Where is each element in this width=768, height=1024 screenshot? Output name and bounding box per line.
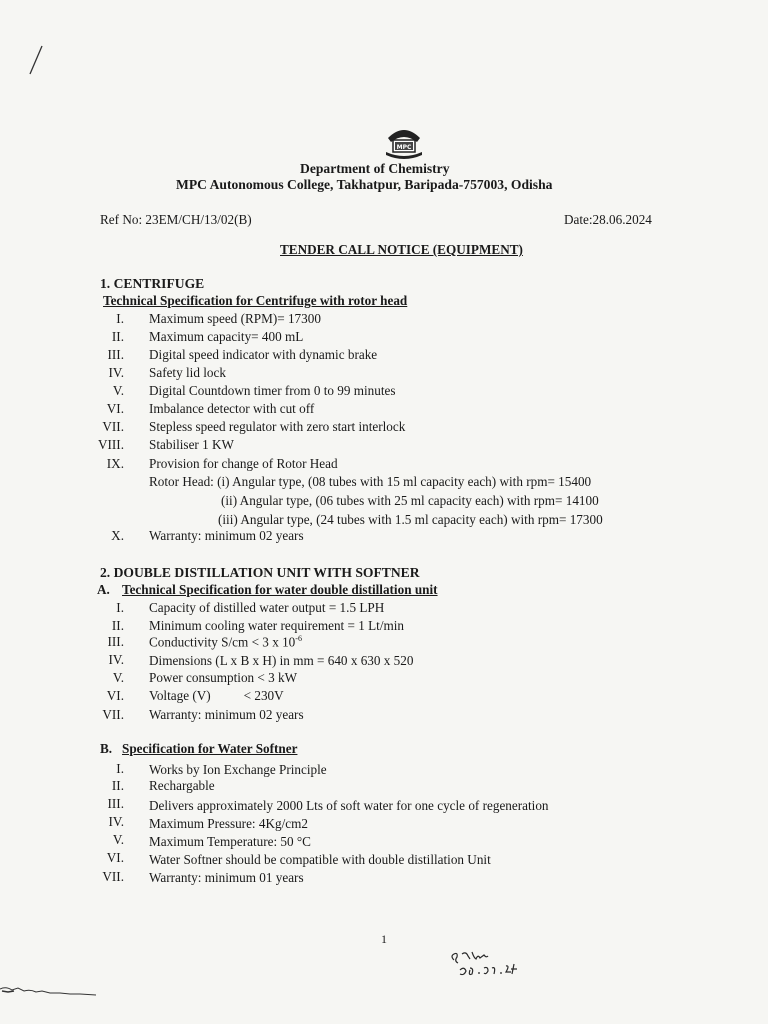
edge-scribble — [0, 984, 100, 998]
item-number: VI. — [106, 401, 124, 416]
svg-text:MPC: MPC — [396, 144, 412, 151]
item-number: V. — [112, 670, 124, 685]
item-text: Stepless speed regulator with zero start interlock — [149, 419, 406, 434]
section-1-title: 1. CENTRIFUGE — [100, 276, 205, 291]
item-number: II. — [111, 329, 124, 344]
item-number: I. — [116, 761, 124, 776]
item-text: Minimum cooling water requirement = 1 Lt/min — [149, 618, 405, 633]
item-text: Works by Ion Exchange Principle — [149, 762, 327, 777]
item-number: III. — [107, 347, 124, 362]
item-text: Warranty: minimum 02 years — [149, 707, 304, 722]
notice-title: TENDER CALL NOTICE (EQUIPMENT) — [280, 242, 523, 257]
college-address: MPC Autonomous College, Takhatpur, Baripada-757003, Odisha — [176, 177, 553, 192]
college-logo — [384, 124, 424, 158]
page-number: 1 — [381, 932, 387, 946]
item-text: Warranty: minimum 02 years — [149, 528, 304, 543]
reference-number: Ref No: 23EM/CH/13/02(B) — [100, 212, 252, 227]
item-text: Water Softner should be compatible with double distillation Unit — [149, 852, 491, 867]
item-number: IV. — [108, 814, 124, 829]
item-text: Imbalance detector with cut off — [149, 401, 315, 416]
item-number: IX. — [106, 456, 124, 471]
item-text — [149, 634, 302, 650]
item-number: III. — [107, 634, 124, 649]
item-text: Stabiliser 1 KW — [149, 437, 234, 452]
part-a-label: A. — [97, 582, 110, 597]
item-text: Safety lid lock — [149, 365, 226, 380]
section-1-subtitle: Technical Specification for Centrifuge with rotor head — [103, 293, 408, 308]
item-number: VI. — [106, 850, 124, 865]
item-text: Delivers approximately 2000 Lts of soft water for one cycle of regeneration — [149, 798, 549, 813]
notice-date: Date:28.06.2024 — [564, 212, 652, 227]
item-text: Rechargable — [149, 778, 215, 793]
item-number: III. — [107, 796, 124, 811]
item-number: V. — [112, 383, 124, 398]
handwritten-signature — [448, 946, 538, 986]
item-text: Capacity of distilled water output = 1.5 LPH — [149, 600, 385, 615]
item-text: Digital speed indicator with dynamic brake — [149, 347, 378, 362]
item-number: X. — [111, 528, 124, 543]
rotor-head-line-1: Rotor Head: (i) Angular type, (08 tubes with 15 ml capacity each) with rpm= 15400 — [149, 474, 592, 489]
item-text: Dimensions (L x B x H) in mm = 640 x 630 x 520 — [149, 653, 414, 668]
item-number: VII. — [102, 869, 124, 884]
item-text: Digital Countdown timer from 0 to 99 minutes — [149, 383, 396, 398]
item-number: VIII. — [98, 437, 124, 452]
item-text: Maximum capacity= 400 mL — [149, 329, 304, 344]
item-number: II. — [111, 618, 124, 633]
section-2-title: 2. DOUBLE DISTILLATION UNIT WITH SOFTNER — [100, 565, 420, 580]
item-number: V. — [112, 832, 124, 847]
item-text: Provision for change of Rotor Head — [149, 456, 338, 471]
item-number: I. — [116, 311, 124, 326]
part-b-subtitle: Specification for Water Softner — [122, 741, 298, 756]
department-title: Department of Chemistry — [300, 161, 450, 176]
item-text: Maximum Pressure: 4Kg/cm2 — [149, 816, 308, 831]
rotor-head-line-2: (ii) Angular type, (06 tubes with 25 ml capacity each) with rpm= 14100 — [221, 493, 599, 508]
item-text: Maximum Temperature: 50 °C — [149, 834, 311, 849]
item-number: I. — [116, 600, 124, 615]
item-text: Power consumption < 3 kW — [149, 670, 298, 685]
item-number: IV. — [108, 652, 124, 667]
pen-mark — [26, 44, 46, 78]
item-text: Maximum speed (RPM)= 17300 — [149, 311, 321, 326]
part-a-subtitle: Technical Specification for water double distillation unit — [122, 582, 438, 597]
item-number: VII. — [102, 419, 124, 434]
item-number: II. — [111, 778, 124, 793]
item-text: Warranty: minimum 01 years — [149, 870, 304, 885]
item-number: IV. — [108, 365, 124, 380]
part-b-label: B. — [100, 741, 113, 756]
item-number: VII. — [102, 707, 124, 722]
conductivity-text: Conductivity S/cm < 3 x 10 — [149, 634, 296, 650]
item-number: VI. — [106, 688, 124, 703]
conductivity-exponent: -6 — [295, 634, 302, 643]
item-text: Voltage (V) < 230V — [149, 688, 284, 703]
rotor-head-line-3: (iii) Angular type, (24 tubes with 1.5 ml capacity each) with rpm= 17300 — [218, 512, 603, 527]
